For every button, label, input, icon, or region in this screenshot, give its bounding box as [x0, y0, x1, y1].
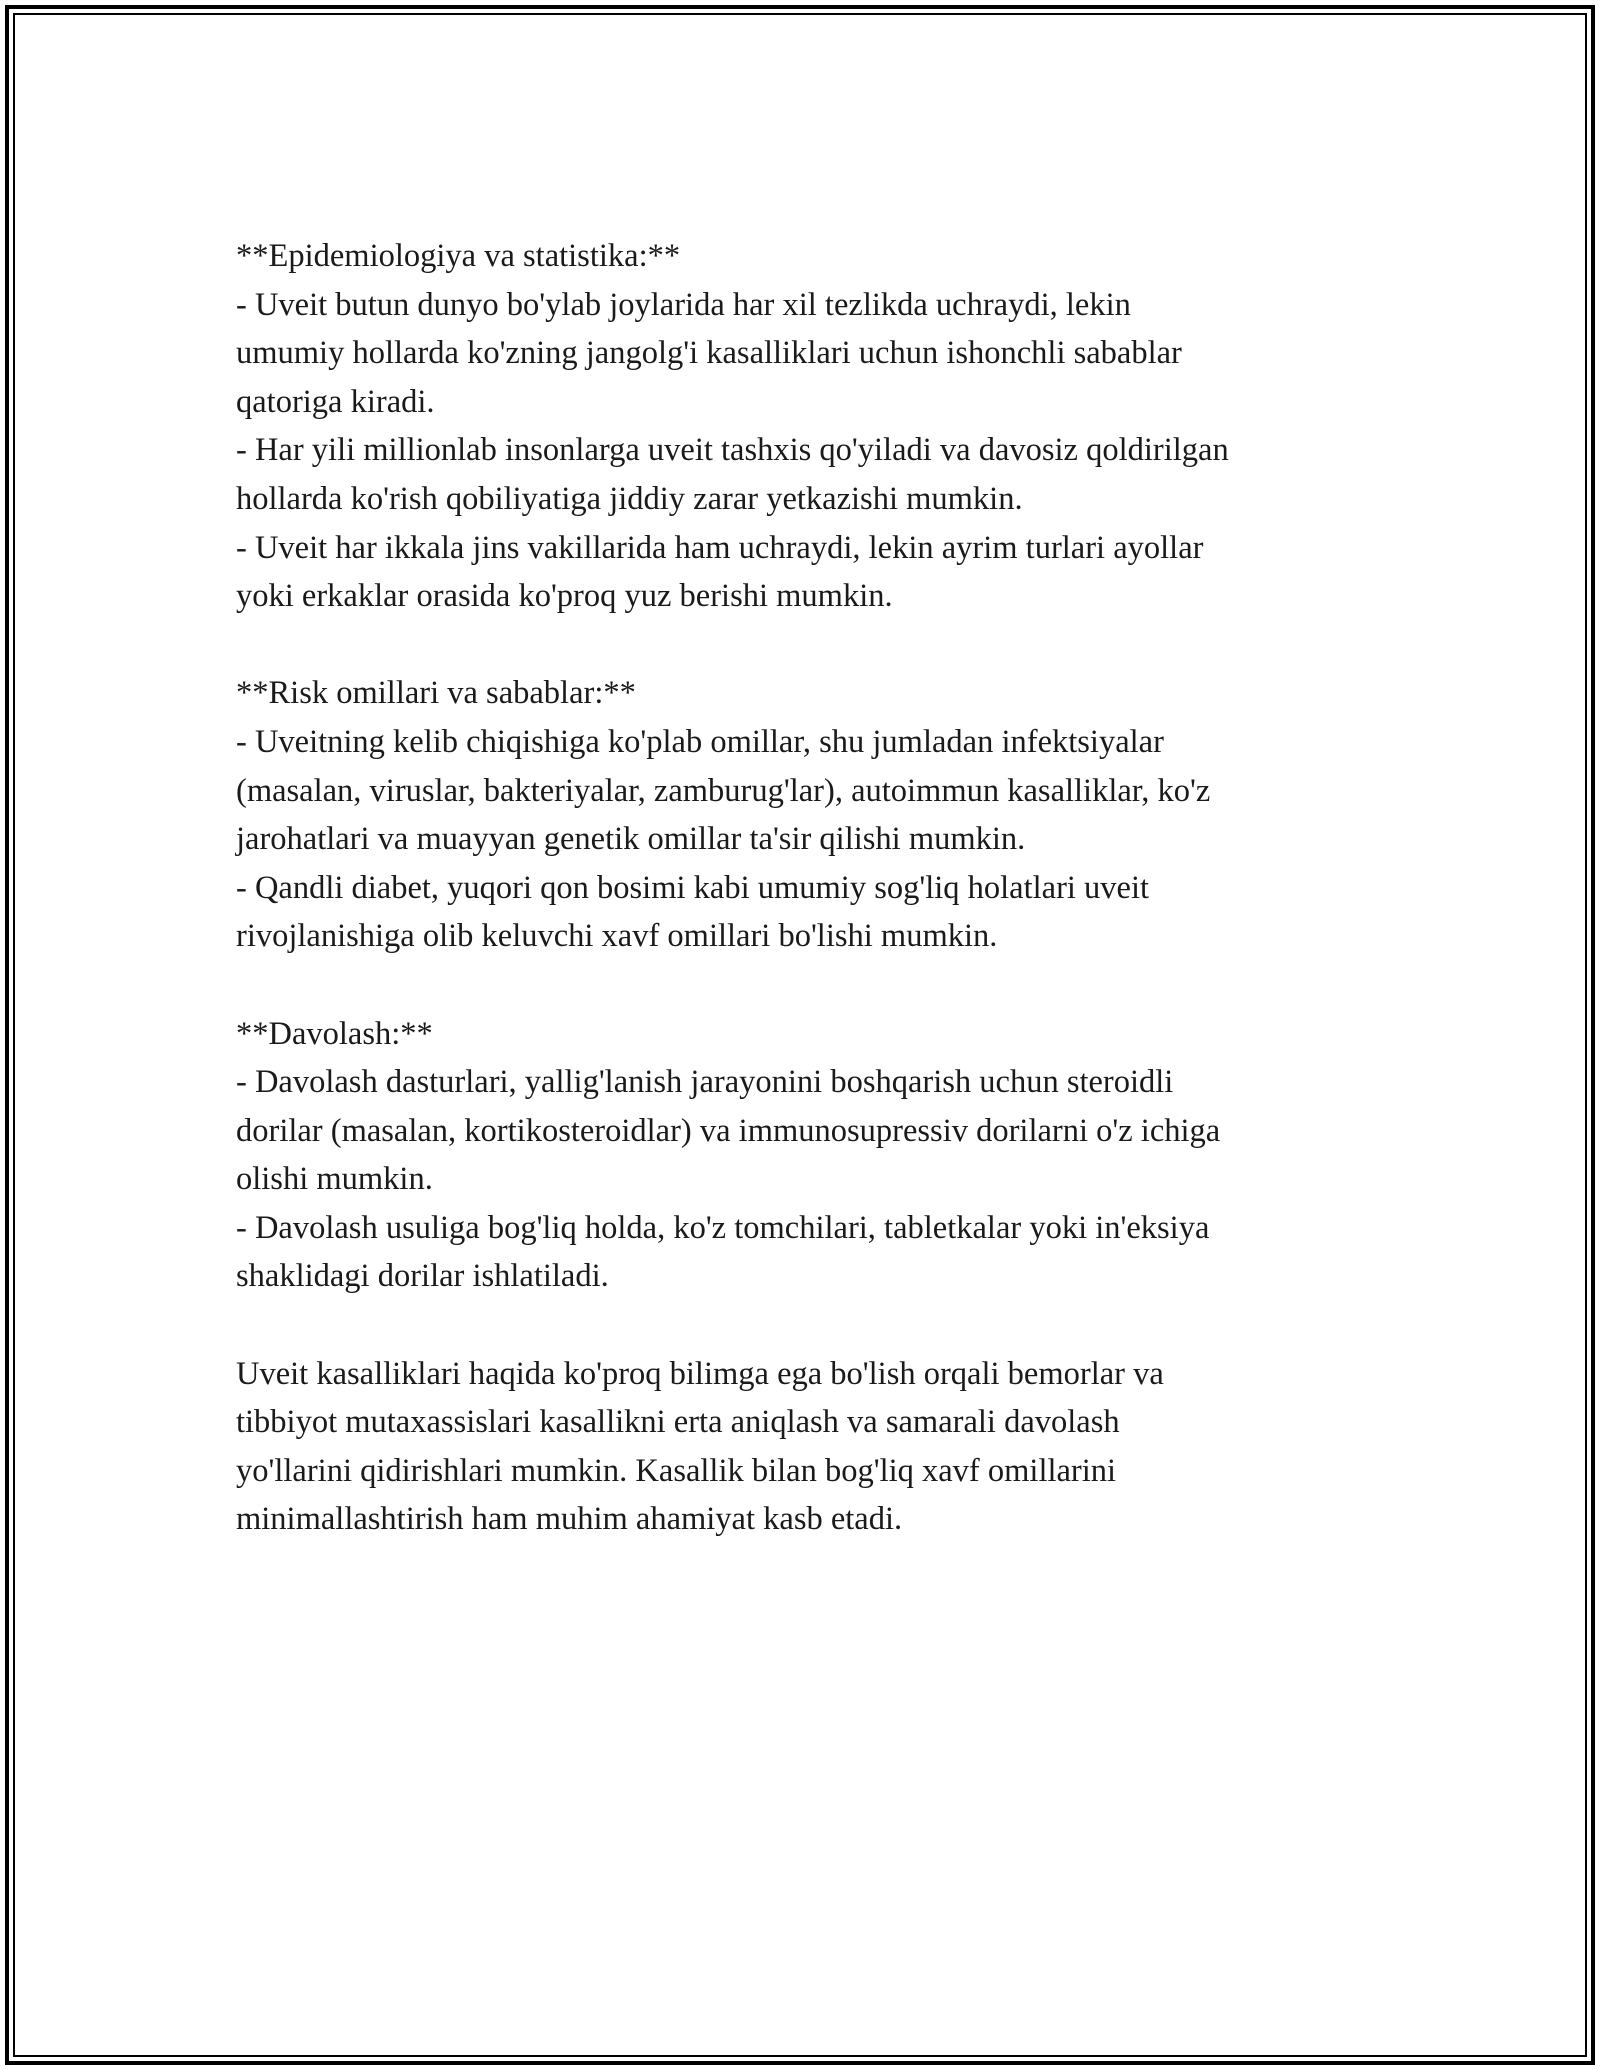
bullet-item — [236, 718, 1386, 864]
text-line: olishi mumkin. — [236, 1161, 433, 1198]
paragraph-gap — [236, 961, 1386, 1010]
text-line: hollarda ko'rish qobiliyatiga jiddiy zarar yetkazishi mumkin. — [236, 480, 1023, 517]
text-line: yoki erkaklar orasida ko'proq yuz berishi mumkin. — [236, 578, 893, 615]
text-line: jarohatlari va muayyan genetik omillar ta'sir qilishi mumkin. — [236, 821, 1026, 858]
text-line: shaklidagi dorilar ishlatiladi. — [236, 1258, 609, 1295]
bullet-item — [236, 1058, 1386, 1204]
bullet-item — [236, 281, 1386, 427]
section-heading: **Davolash:** — [236, 1015, 433, 1052]
text-line: - Davolash usuliga bog'liq holda, ko'z tomchilari, tabletkalar yoki in'eksiya — [236, 1209, 1210, 1246]
text-line: - Davolash dasturlari, yallig'lanish jarayonini boshqarish uchun steroidli — [236, 1064, 1174, 1101]
text-line: qatoriga kiradi. — [236, 383, 435, 420]
text-line: (masalan, viruslar, bakteriyalar, zamburug'lar), autoimmun kasalliklar, ko'z — [236, 772, 1211, 809]
text-line: umumiy hollarda ko'zning jangolg'i kasalliklari uchun ishonchli sabablar — [236, 335, 1182, 372]
bullet-item — [236, 524, 1386, 621]
text-line: - Har yili millionlab insonlarga uveit tashxis qo'yiladi va davosiz qoldirilgan — [236, 432, 1229, 469]
section-epidemiology — [236, 232, 1386, 621]
text-line: minimallashtirish ham muhim ahamiyat kasb etadi. — [236, 1501, 903, 1538]
section-heading: **Epidemiologiya va statistika:** — [236, 238, 681, 274]
bullet-item — [236, 1204, 1386, 1301]
paragraph-gap — [236, 621, 1386, 670]
text-line: - Qandli diabet, yuqori qon bosimi kabi umumiy sog'liq holatlari uveit — [236, 869, 1150, 906]
text-line: - Uveitning kelib chiqishiga ko'plab omillar, shu jumladan infektsiyalar — [236, 723, 1164, 760]
paragraph-gap — [236, 1301, 1386, 1350]
text-line: - Uveit har ikkala jins vakillarida ham uchraydi, lekin ayrim turlari ayollar — [236, 529, 1204, 566]
text-line: rivojlanishiga olib keluvchi xavf omillari bo'lishi mumkin. — [236, 918, 998, 955]
text-line: yo'llarini qidirishlari mumkin. Kasallik bilan bog'liq xavf omillarini — [236, 1452, 1117, 1489]
text-line: tibbiyot mutaxassislari kasallikni erta aniqlash va samarali davolash — [236, 1404, 1120, 1441]
bullet-item — [236, 864, 1386, 961]
section-treatment — [236, 1010, 1386, 1302]
section-risk-factors — [236, 669, 1386, 961]
section-heading: **Risk omillari va sabablar:** — [236, 675, 636, 712]
document-body — [236, 232, 1386, 1544]
text-line: Uveit kasalliklari haqida ko'proq bilimga ega bo'lish orqali bemorlar va — [236, 1355, 1164, 1392]
conclusion-paragraph — [236, 1350, 1386, 1544]
bullet-item — [236, 426, 1386, 523]
text-line: - Uveit butun dunyo bo'ylab joylarida har xil tezlikda uchraydi, lekin — [236, 286, 1131, 323]
text-line: dorilar (masalan, kortikosteroidlar) va immunosupressiv dorilarni o'z ichiga — [236, 1112, 1221, 1149]
